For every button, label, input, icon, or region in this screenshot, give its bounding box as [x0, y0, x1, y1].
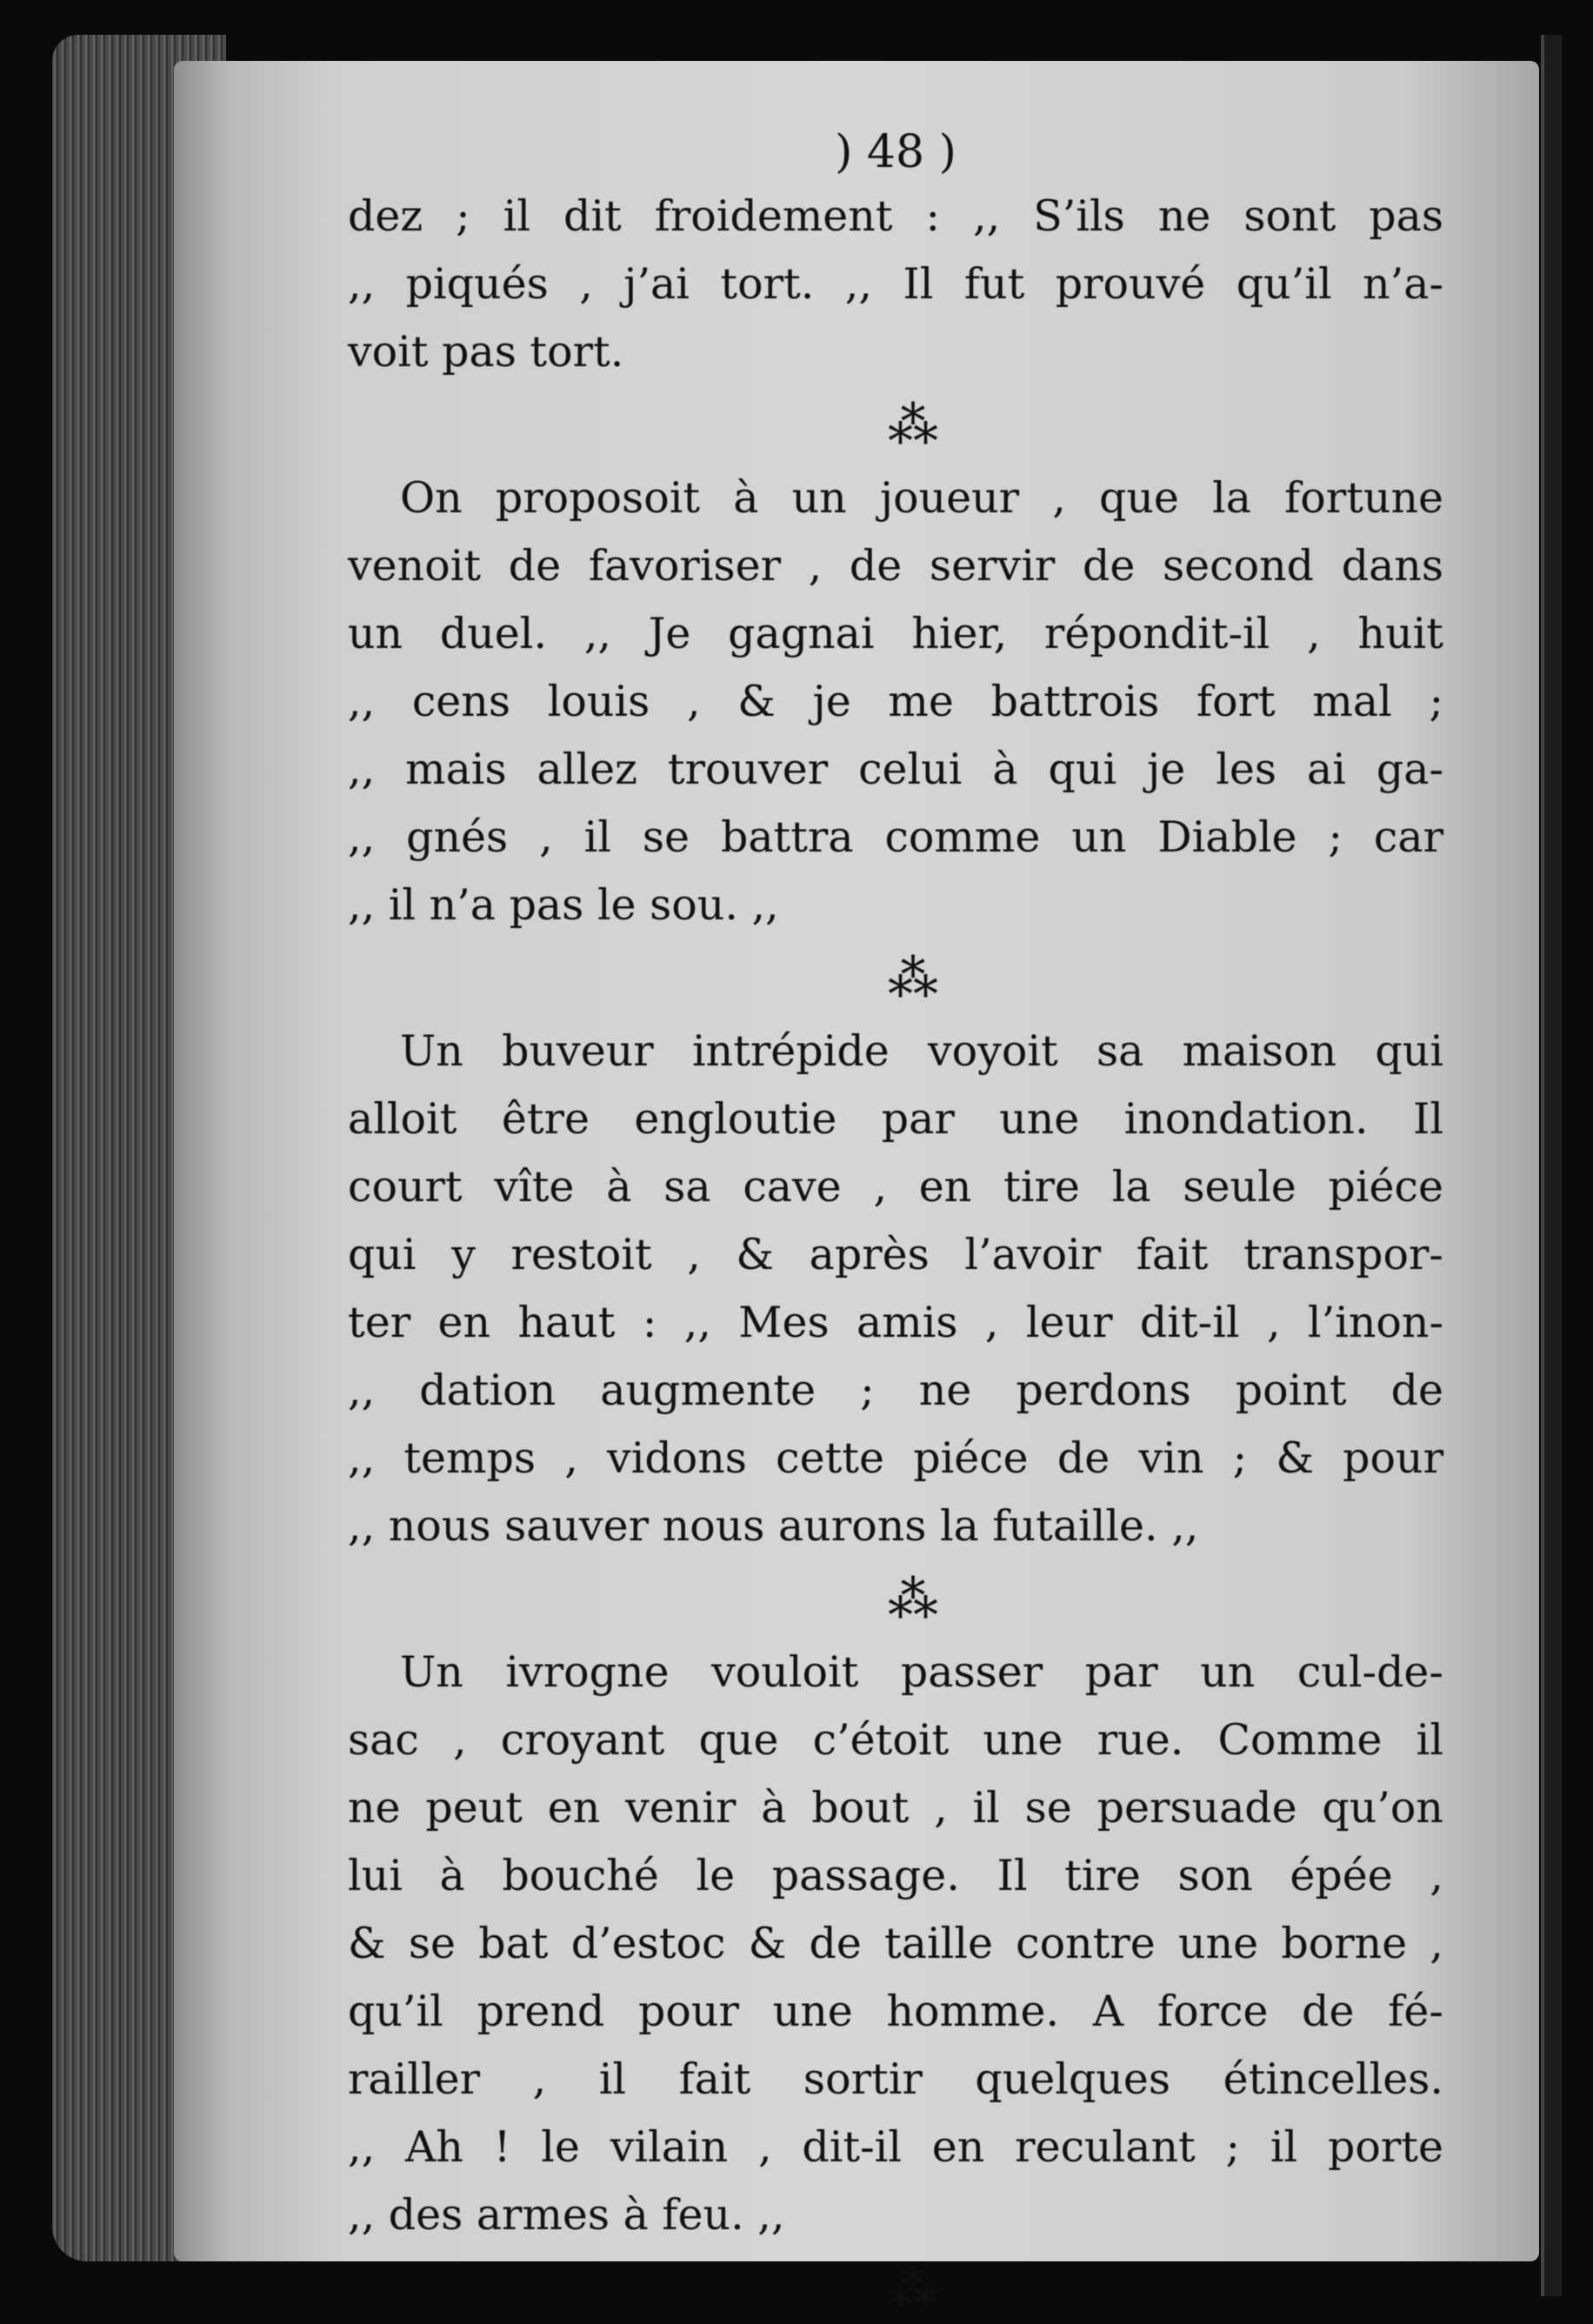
text-line: ,, temps , vidons cette piéce de vin ; & pour: [348, 1433, 1443, 1483]
text-line: dez ; il dit froidement : ,, S’ils ne sont pas: [348, 191, 1443, 241]
text-line: ,, nous sauver nous aurons la futaille. ,,: [348, 1501, 1199, 1551]
text-line: railler , il fait sortir quelques étincelles.: [348, 2054, 1443, 2104]
text-line: ,, il n’a pas le sou. ,,: [348, 880, 779, 930]
page-number: ) 48 ): [835, 126, 956, 178]
text-line: sac , croyant que c’étoit une rue. Comme il: [348, 1715, 1443, 1765]
text-line: voit pas tort.: [348, 327, 624, 377]
anecdote-2: [348, 464, 1443, 939]
text-line: lui à bouché le passage. Il tire son épée ,: [348, 1851, 1443, 1900]
text-line: venoit de favoriser , de servir de second dans: [348, 541, 1443, 591]
text-line: Un ivrogne vouloit passer par un cul-de-: [400, 1647, 1443, 1697]
anecdote-4: [348, 1639, 1443, 2249]
text-line: qui y restoit , & après l’avoir fait transpor-: [348, 1230, 1443, 1279]
ornament-icon: ⁂: [888, 396, 938, 455]
text-line: On proposoit à un joueur , que la fortune: [400, 473, 1443, 523]
text-line: court vîte à sa cave , en tire la seule piéce: [348, 1162, 1443, 1212]
text-line: ,, des armes à feu. ,,: [348, 2190, 785, 2240]
text-line: ,, piqués , j’ai tort. ,, Il fut prouvé qu’il n’a-: [348, 259, 1443, 309]
anecdote-3: [348, 1018, 1443, 1560]
text-line: qu’il prend pour une homme. A force de fé-: [348, 1987, 1443, 2036]
book-gutter: [1541, 35, 1562, 2296]
text-line: ,, dation augmente ; ne perdons point de: [348, 1366, 1443, 1415]
ornament-icon: ⁂: [888, 949, 938, 1008]
anecdote-1: [348, 183, 1443, 386]
text-line: ,, cens louis , & je me battrois fort mal ;: [348, 677, 1443, 726]
text-line: ne peut en venir à bout , il se persuade qu’on: [348, 1783, 1443, 1833]
ornament-icon: ⁂: [888, 1570, 938, 1629]
text-line: Un buveur intrépide voyoit sa maison qui: [400, 1026, 1443, 1076]
page-text: [348, 122, 1443, 2324]
text-line: alloit être engloutie par une inondation. Il: [348, 1094, 1443, 1144]
text-line: ,, gnés , il se battra comme un Diable ; car: [348, 812, 1443, 862]
text-line: ,, Ah ! le vilain , dit-il en reculant ; il porte: [348, 2122, 1443, 2172]
text-line: & se bat d’estoc & de taille contre une borne ,: [348, 1919, 1443, 1968]
text-line: un duel. ,, Je gagnai hier, répondit-il , huit: [348, 609, 1443, 658]
text-line: ter en haut : ,, Mes amis , leur dit-il , l’inon-: [348, 1298, 1443, 1347]
text-line: ,, mais allez trouver celui à qui je les ai ga-: [348, 745, 1443, 794]
ornament-icon: ⁂: [888, 2259, 938, 2318]
